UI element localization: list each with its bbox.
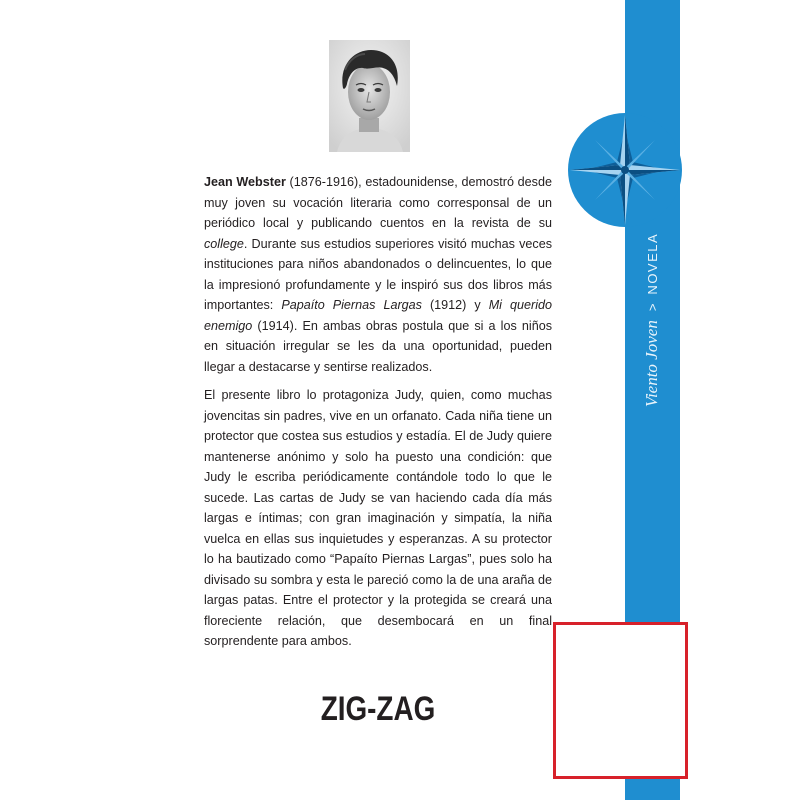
author-name: Jean Webster <box>204 175 286 189</box>
bio-text-3: (1912) y <box>421 298 489 312</box>
bio-book-1: Papaíto Piernas Largas <box>281 298 422 312</box>
bio-college: college <box>204 236 244 251</box>
author-bio <box>204 172 552 377</box>
bio-text-2: . Durante sus estudios superiores visitó muchas veces instituciones para niños abandonados o delincuentes, lo que la impresionó profundamente y le inspiró sus dos libros más importantes: <box>204 236 552 312</box>
back-cover-text <box>204 172 552 660</box>
series-separator: > <box>645 303 660 312</box>
bio-text-4: (1914). En ambas obras postula que si a los niños en situación irregular se les da una oportunidad, pueden llegar a destacarse y sentirse realizados. <box>204 318 552 374</box>
series-genre: NOVELA <box>645 232 660 295</box>
publisher-logo: ZIG-ZAG <box>320 690 436 728</box>
barcode-placeholder <box>553 622 688 779</box>
author-portrait <box>329 40 410 152</box>
synopsis: El presente libro lo protagoniza Judy, quien, como muchas jovencitas sin padres, vive en un orfanato. Cada niña tiene un protector que costea sus estudios y estadía. El de Judy quiere mantenerse anónimo y solo ha puesto una condición: que Judy le escriba periódicamente contándole todo lo que le sucede. Las cartas de Judy se van haciendo cada día más largas e íntimas; con gran imaginación y simpatía, la niña vuelca en ellas sus inquietudes y esperanzas. A su protector lo ha bautizado como “Papaíto Piernas Largas”, pues solo ha divisado su sombra y esta le pareció como la de una araña de largas patas. Entre el protector y la protegida se creará una floreciente relación, que desembocará en un final sorprendente para ambos. <box>204 388 552 648</box>
bio-text-1: (1876-1916), estadounidense, demostró desde muy joven su vocación literaria como corresponsal de un periódico local y publicando cuentos en la revista de su <box>204 175 552 230</box>
series-brand: Viento Joven <box>642 320 661 408</box>
compass-rose-icon <box>565 110 685 230</box>
bio-book-2: Mi querido enemigo <box>204 298 552 333</box>
